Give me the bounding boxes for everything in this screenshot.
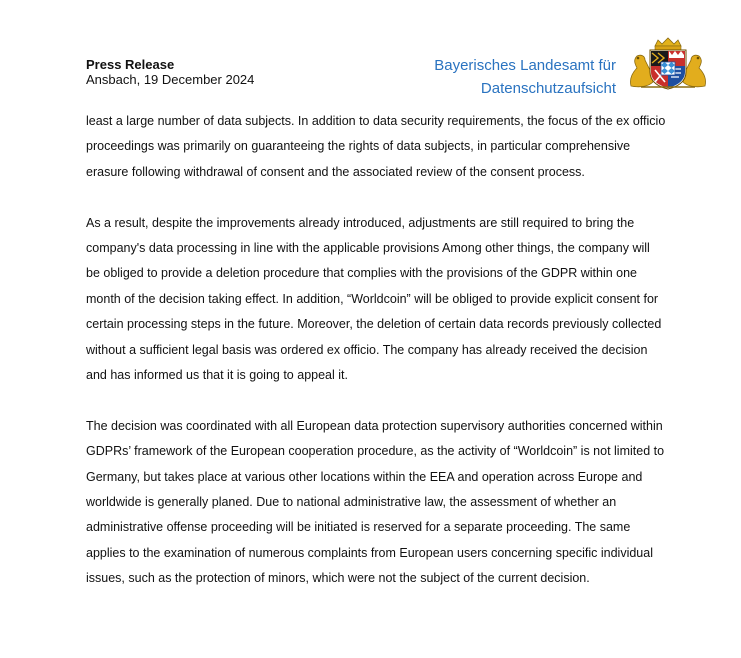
body-paragraph-3: The decision was coordinated with all European data protection supervisory authorities concerned within GDPRs’ framework of the European cooperation procedure, as the activity of “Worldcoin” is not limited to Germany, but takes place at various other locations within the EEA and operation across Europe and worldwide is generally planed. Due to national administrative law, the assessment of whether an administrative offense proceeding will be initiated is reserved for a separate proceeding. The same applies to the examination of numerous complaints from European users concerning specific individual issues, such as the protection of minors, which were not the subject of the current decision. [86, 418, 665, 586]
authority-name-line2: Datenschutzaufsicht [480, 80, 616, 97]
press-release-body [86, 109, 666, 617]
authority-name [400, 54, 616, 100]
body-paragraph-1: least a large number of data subjects. In addition to data security requirements, the focus of the ex officio proceedings was primarily on guaranteeing the rights of data subjects, in particular comprehensive erasure following withdrawal of consent and the associated review of the consent process. [86, 114, 666, 179]
place-and-date: Ansbach, 19 December 2024 [86, 72, 255, 87]
press-release-title: Press Release [86, 57, 175, 72]
authority-name-line1: Bayerisches Landesamt für [434, 57, 616, 74]
bavarian-coat-of-arms-icon [625, 36, 711, 90]
body-paragraph-2: As a result, despite the improvements already introduced, adjustments are still required to bring the company's data processing in line with the applicable provisions Among other things, the company will be obliged to provide a deletion procedure that complies with the provisions of the GDPR within one month of the decision taking effect. In addition, “Worldcoin” will be obliged to provide explicit consent for certain processing steps in the future. Moreover, the deletion of certain data records previously collected without a sufficient legal basis was ordered ex officio. The company has already received the decision and has informed us that it is going to appeal it. [86, 215, 662, 383]
press-release-header [86, 57, 254, 87]
